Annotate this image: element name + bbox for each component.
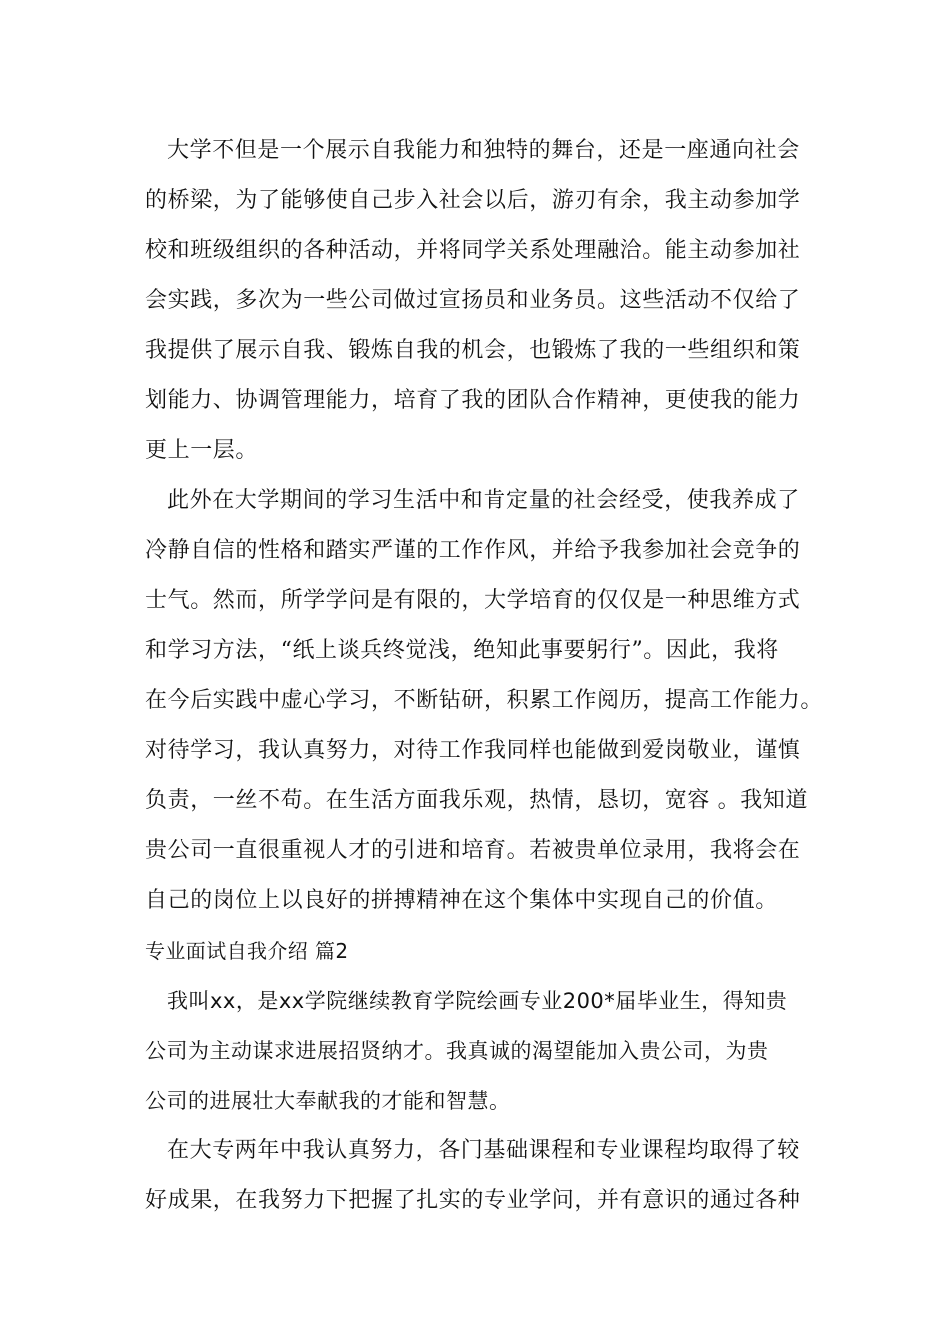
text-line: 在大专两年中我认真努力，各门基础课程和专业课程均取得了较 [167,1138,800,1163]
paragraph-studies [145,1126,835,1226]
text-line: 公司的进展壮大奉献我的才能和智慧。 [145,1089,511,1113]
text-line: 贵公司一直很重视人才的引进和培育。若被贵单位录用，我将会在 [145,838,801,863]
text-line: 士气。然而，所学学问是有限的，大学培育的仅仅是一种思维方式 [145,588,801,613]
paragraph-character-and-values [145,476,835,926]
paragraph-university-activities [145,126,835,476]
text-line: 我提供了展示自我、锻炼自我的机会，也锻炼了我的一些组织和策 [145,338,801,363]
text-line: 自己的岗位上以良好的拼搏精神在这个集体中实现自己的价值。 [145,888,778,913]
text-line: 此外在大学期间的学习生活中和肯定量的社会经受，使我养成了 [167,488,800,513]
text-line: 的桥梁，为了能够使自己步入社会以后，游刃有余，我主动参加学 [145,188,801,213]
text-line: 会实践，多次为一些公司做过宣扬员和业务员。这些活动不仅给了 [145,288,801,313]
text-line: 冷静自信的性格和踏实严谨的工作作风，并给予我参加社会竞争的 [145,538,801,563]
text-line: 更上一层。 [145,438,259,463]
text-line: 负责，一丝不苟。在生活方面我乐观，热情，恳切，宽容 。我知道 [145,788,808,813]
text-line: 我叫xx，是xx学院继续教育学院绘画专业200*届毕业生，得知贵 [167,989,788,1013]
text-line: 在今后实践中虚心学习，不断钻研，积累工作阅历，提高工作能力。 [145,688,824,713]
text-line: 和学习方法，“纸上谈兵终觉浅，绝知此事要躬行”。因此，我将 [145,638,779,663]
document-body [145,126,835,1226]
text-line: 对待学习，我认真努力，对待工作我同样也能做到爱岗敬业，谨慎 [145,738,801,763]
paragraph-introduction [145,976,835,1126]
section-heading: 专业面试自我介绍 篇2 [145,939,349,963]
text-line: 划能力、协调管理能力，培育了我的团队合作精神，更使我的能力 [145,388,801,413]
text-line: 校和班级组织的各种活动，并将同学关系处理融洽。能主动参加社 [145,238,801,263]
text-line: 公司为主动谋求进展招贤纳才。我真诚的渴望能加入贵公司，为贵 [145,1039,769,1063]
text-line: 大学不但是一个展示自我能力和独特的舞台，还是一座通向社会 [167,138,800,163]
text-line: 好成果，在我努力下把握了扎实的专业学问，并有意识的通过各种 [145,1188,801,1213]
